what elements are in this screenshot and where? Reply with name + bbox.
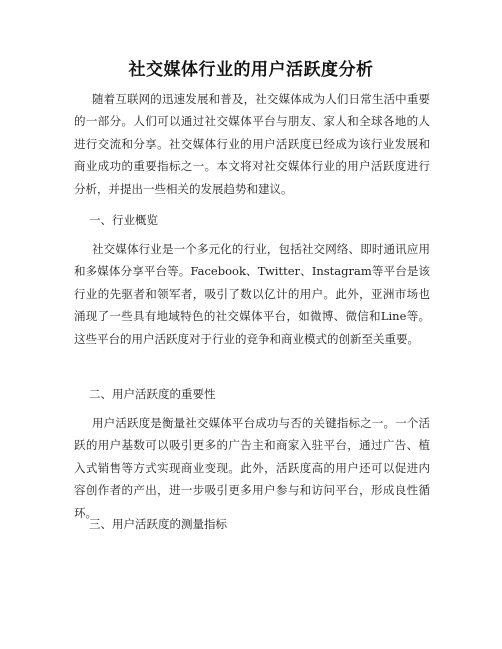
intro-paragraph: 随着互联网的迅速发展和普及，社交媒体成为人们日常生活中重要的一部分。人们可以通过社交媒体平台与朋友、家人和全球各地的人进行交流和分享。社交媒体行业的用户活跃度已经成为该行业发展和商业成功的重要指标之一。本文将对社交媒体行业的用户活跃度进行分析，并提出一些相关的发展趋势和建议。 xyxy=(74,92,430,196)
section-body-overview: 社交媒体行业是一个多元化的行业，包括社交网络、即时通讯应用和多媒体分享平台等。Facebook、Twitter、Instagram等平台是该行业的先驱者和领军者，吸引了数以亿计的用户。此外，亚洲市场也涌现了一些具有地域特色的社交媒体平台，如微博、微信和Line等。这些平台的用户活跃度对于行业的竞争和商业模式的创新至关重要。 xyxy=(74,242,430,346)
section-body-importance: 用户活跃度是衡量社交媒体平台成功与否的关键指标之一。一个活跃的用户基数可以吸引更多的广告主和商家入驻平台，通过广告、植入式销售等方式实现商业变现。此外，活跃度高的用户还可以促进内容创作者的产出，进一步吸引更多用户参与和访问平台，形成良性循环。 xyxy=(74,416,430,520)
section-heading-overview: 一、行业概览 xyxy=(89,213,158,227)
section-heading-importance: 二、用户活跃度的重要性 xyxy=(89,387,216,401)
section-heading-metrics: 三、用户活跃度的测量指标 xyxy=(89,517,227,531)
document-title: 社交媒体行业的用户活跃度分析 xyxy=(128,60,374,80)
